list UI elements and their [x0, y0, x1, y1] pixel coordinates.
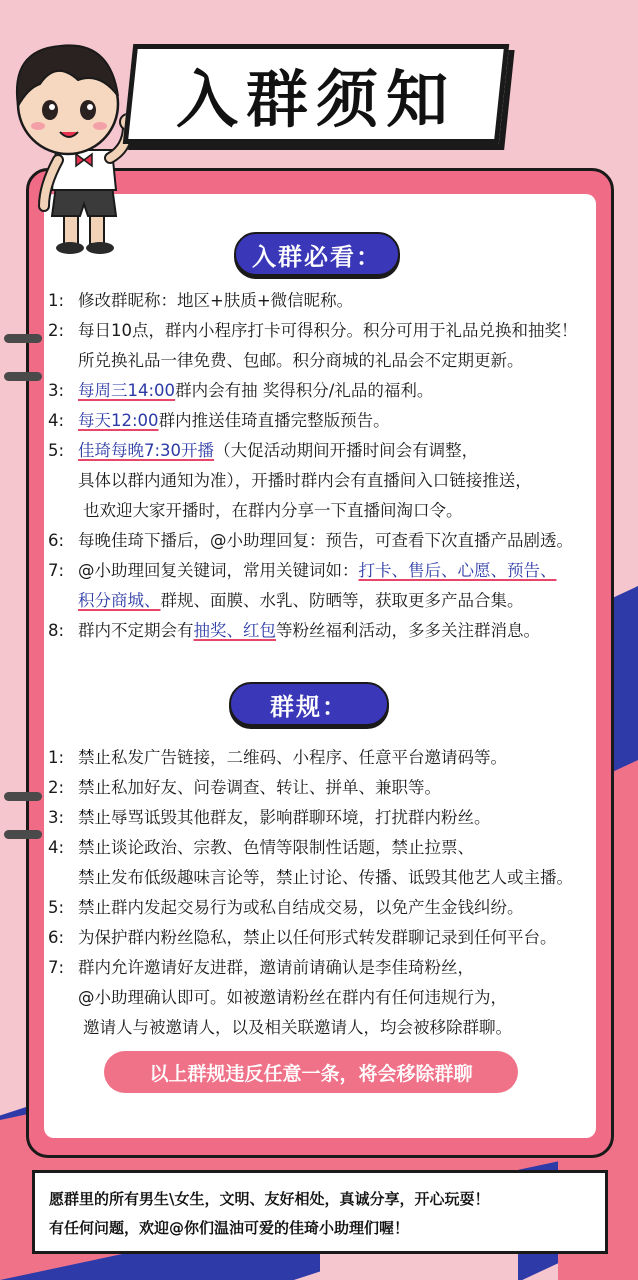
- item-text: 禁止群内发起交易行为或私自结成交易，以免产生金钱纠纷。: [78, 898, 524, 917]
- item-text-continued: 邀请人与被邀请人，以及相关联邀请人，均会被移除群聊。: [83, 1018, 512, 1037]
- item-number: 5:: [48, 441, 65, 460]
- item-number: 2:: [48, 778, 65, 797]
- item-text: 每晚佳琦下播后，@小助理回复：预告，可查看下次直播产品剧透。: [78, 531, 573, 550]
- item-text: 群内允许邀请好友进群，邀请前请确认是李佳琦粉丝，: [78, 958, 474, 977]
- highlight-keywords: 积分商城、: [78, 591, 161, 610]
- list-item: [48, 833, 608, 863]
- group-rules-list: [48, 743, 608, 1043]
- highlight-time: 每天12:00: [78, 411, 159, 430]
- item-text: 禁止私发广告链接，二维码、小程序、任意平台邀请码等。: [78, 748, 507, 767]
- page-title: 入群须知: [175, 62, 456, 136]
- item-number: 8:: [48, 621, 65, 640]
- list-item: [48, 376, 608, 406]
- item-number: 7:: [48, 958, 65, 977]
- item-number: 4:: [48, 411, 65, 430]
- binder-ring-icon: [4, 334, 42, 343]
- must-read-list: [48, 286, 608, 646]
- title-banner: [123, 44, 510, 144]
- item-text-continued: 也欢迎大家开播时，在群内分享一下直播间淘口令。: [83, 501, 463, 520]
- item-text: 为保护群内粉丝隐私，禁止以任何形式转发群聊记录到任何平台。: [78, 928, 557, 947]
- list-item: [48, 953, 608, 983]
- list-item: [48, 803, 608, 833]
- footer-line: 愿群里的所有男生\女生，文明、友好相处，真诚分享，开心玩耍！: [49, 1190, 490, 1208]
- list-item: [48, 316, 608, 346]
- item-text: 等粉丝福利活动，多多关注群消息。: [276, 621, 540, 640]
- item-number: 3:: [48, 381, 65, 400]
- highlight-time: 佳琦每晚7:30开播: [78, 441, 215, 460]
- section-heading-must-read: 入群必看：: [234, 232, 400, 276]
- item-text-continued: @小助理确认即可。如被邀请粉丝在群内有任何违规行为，: [78, 988, 507, 1007]
- item-text-continued: 群规、面膜、水乳、防晒等，获取更多产品合集。: [160, 591, 524, 610]
- footer-message-box: [32, 1170, 608, 1254]
- item-text: 群内不定期会有: [78, 621, 194, 640]
- item-text: @小助理回复关键词，常用关键词如：: [78, 561, 359, 580]
- list-item: [48, 773, 608, 803]
- item-text: 群内推送佳琦直播完整版预告。: [158, 411, 390, 430]
- warning-banner: 以上群规违反任意一条，将会移除群聊: [104, 1051, 518, 1093]
- item-text: （大促活动期间开播时间会有调整，: [214, 441, 479, 460]
- item-number: 6:: [48, 531, 65, 550]
- binder-ring-icon: [4, 830, 42, 839]
- section-heading-group-rules: 群规：: [229, 682, 389, 726]
- list-item: [48, 743, 608, 773]
- item-text-continued: 禁止发布低级趣味言论等，禁止讨论、传播、诋毁其他艺人或主播。: [78, 868, 573, 887]
- item-text: 群内会有抽 奖得积分/礼品的福利。: [175, 381, 434, 400]
- item-number: 4:: [48, 838, 65, 857]
- item-text: 禁止辱骂诋毁其他群友，影响群聊环境，打扰群内粉丝。: [78, 808, 491, 827]
- item-number: 3:: [48, 808, 65, 827]
- footer-line: 有任何问题，欢迎@你们温油可爱的佳琦小助理们喔！: [49, 1219, 410, 1237]
- item-text: 修改群昵称：地区+肤质+微信昵称。: [78, 291, 354, 310]
- item-text: 每日10点，群内小程序打卡可得积分。积分可用于礼品兑换和抽奖！: [78, 321, 578, 340]
- list-item: [48, 526, 608, 556]
- list-item: [48, 616, 608, 646]
- list-item: [48, 556, 608, 586]
- item-number: 1:: [48, 291, 65, 310]
- item-number: 6:: [48, 928, 65, 947]
- item-text-continued: 所兑换礼品一律免费、包邮。积分商城的礼品会不定期更新。: [78, 351, 524, 370]
- highlight-keywords: 抽奖、红包: [193, 621, 276, 640]
- item-text: 禁止私加好友、问卷调查、转让、拼单、兼职等。: [78, 778, 441, 797]
- list-item: [48, 923, 608, 953]
- item-number: 1:: [48, 748, 65, 767]
- list-item: [48, 893, 608, 923]
- list-item: [48, 286, 608, 316]
- binder-ring-icon: [4, 792, 42, 801]
- list-item: [48, 436, 608, 466]
- list-item: [48, 406, 608, 436]
- highlight-time: 每周三14:00: [78, 381, 176, 400]
- binder-ring-icon: [4, 372, 42, 381]
- item-number: 7:: [48, 561, 65, 580]
- item-text-continued: 具体以群内通知为准），开播时群内会有直播间入口链接推送，: [78, 471, 532, 490]
- item-text: 禁止谈论政治、宗教、色情等限制性话题，禁止拉票、: [78, 838, 474, 857]
- item-number: 2:: [48, 321, 65, 340]
- item-number: 5:: [48, 898, 65, 917]
- highlight-keywords: 打卡、售后、心愿、预告、: [358, 561, 557, 580]
